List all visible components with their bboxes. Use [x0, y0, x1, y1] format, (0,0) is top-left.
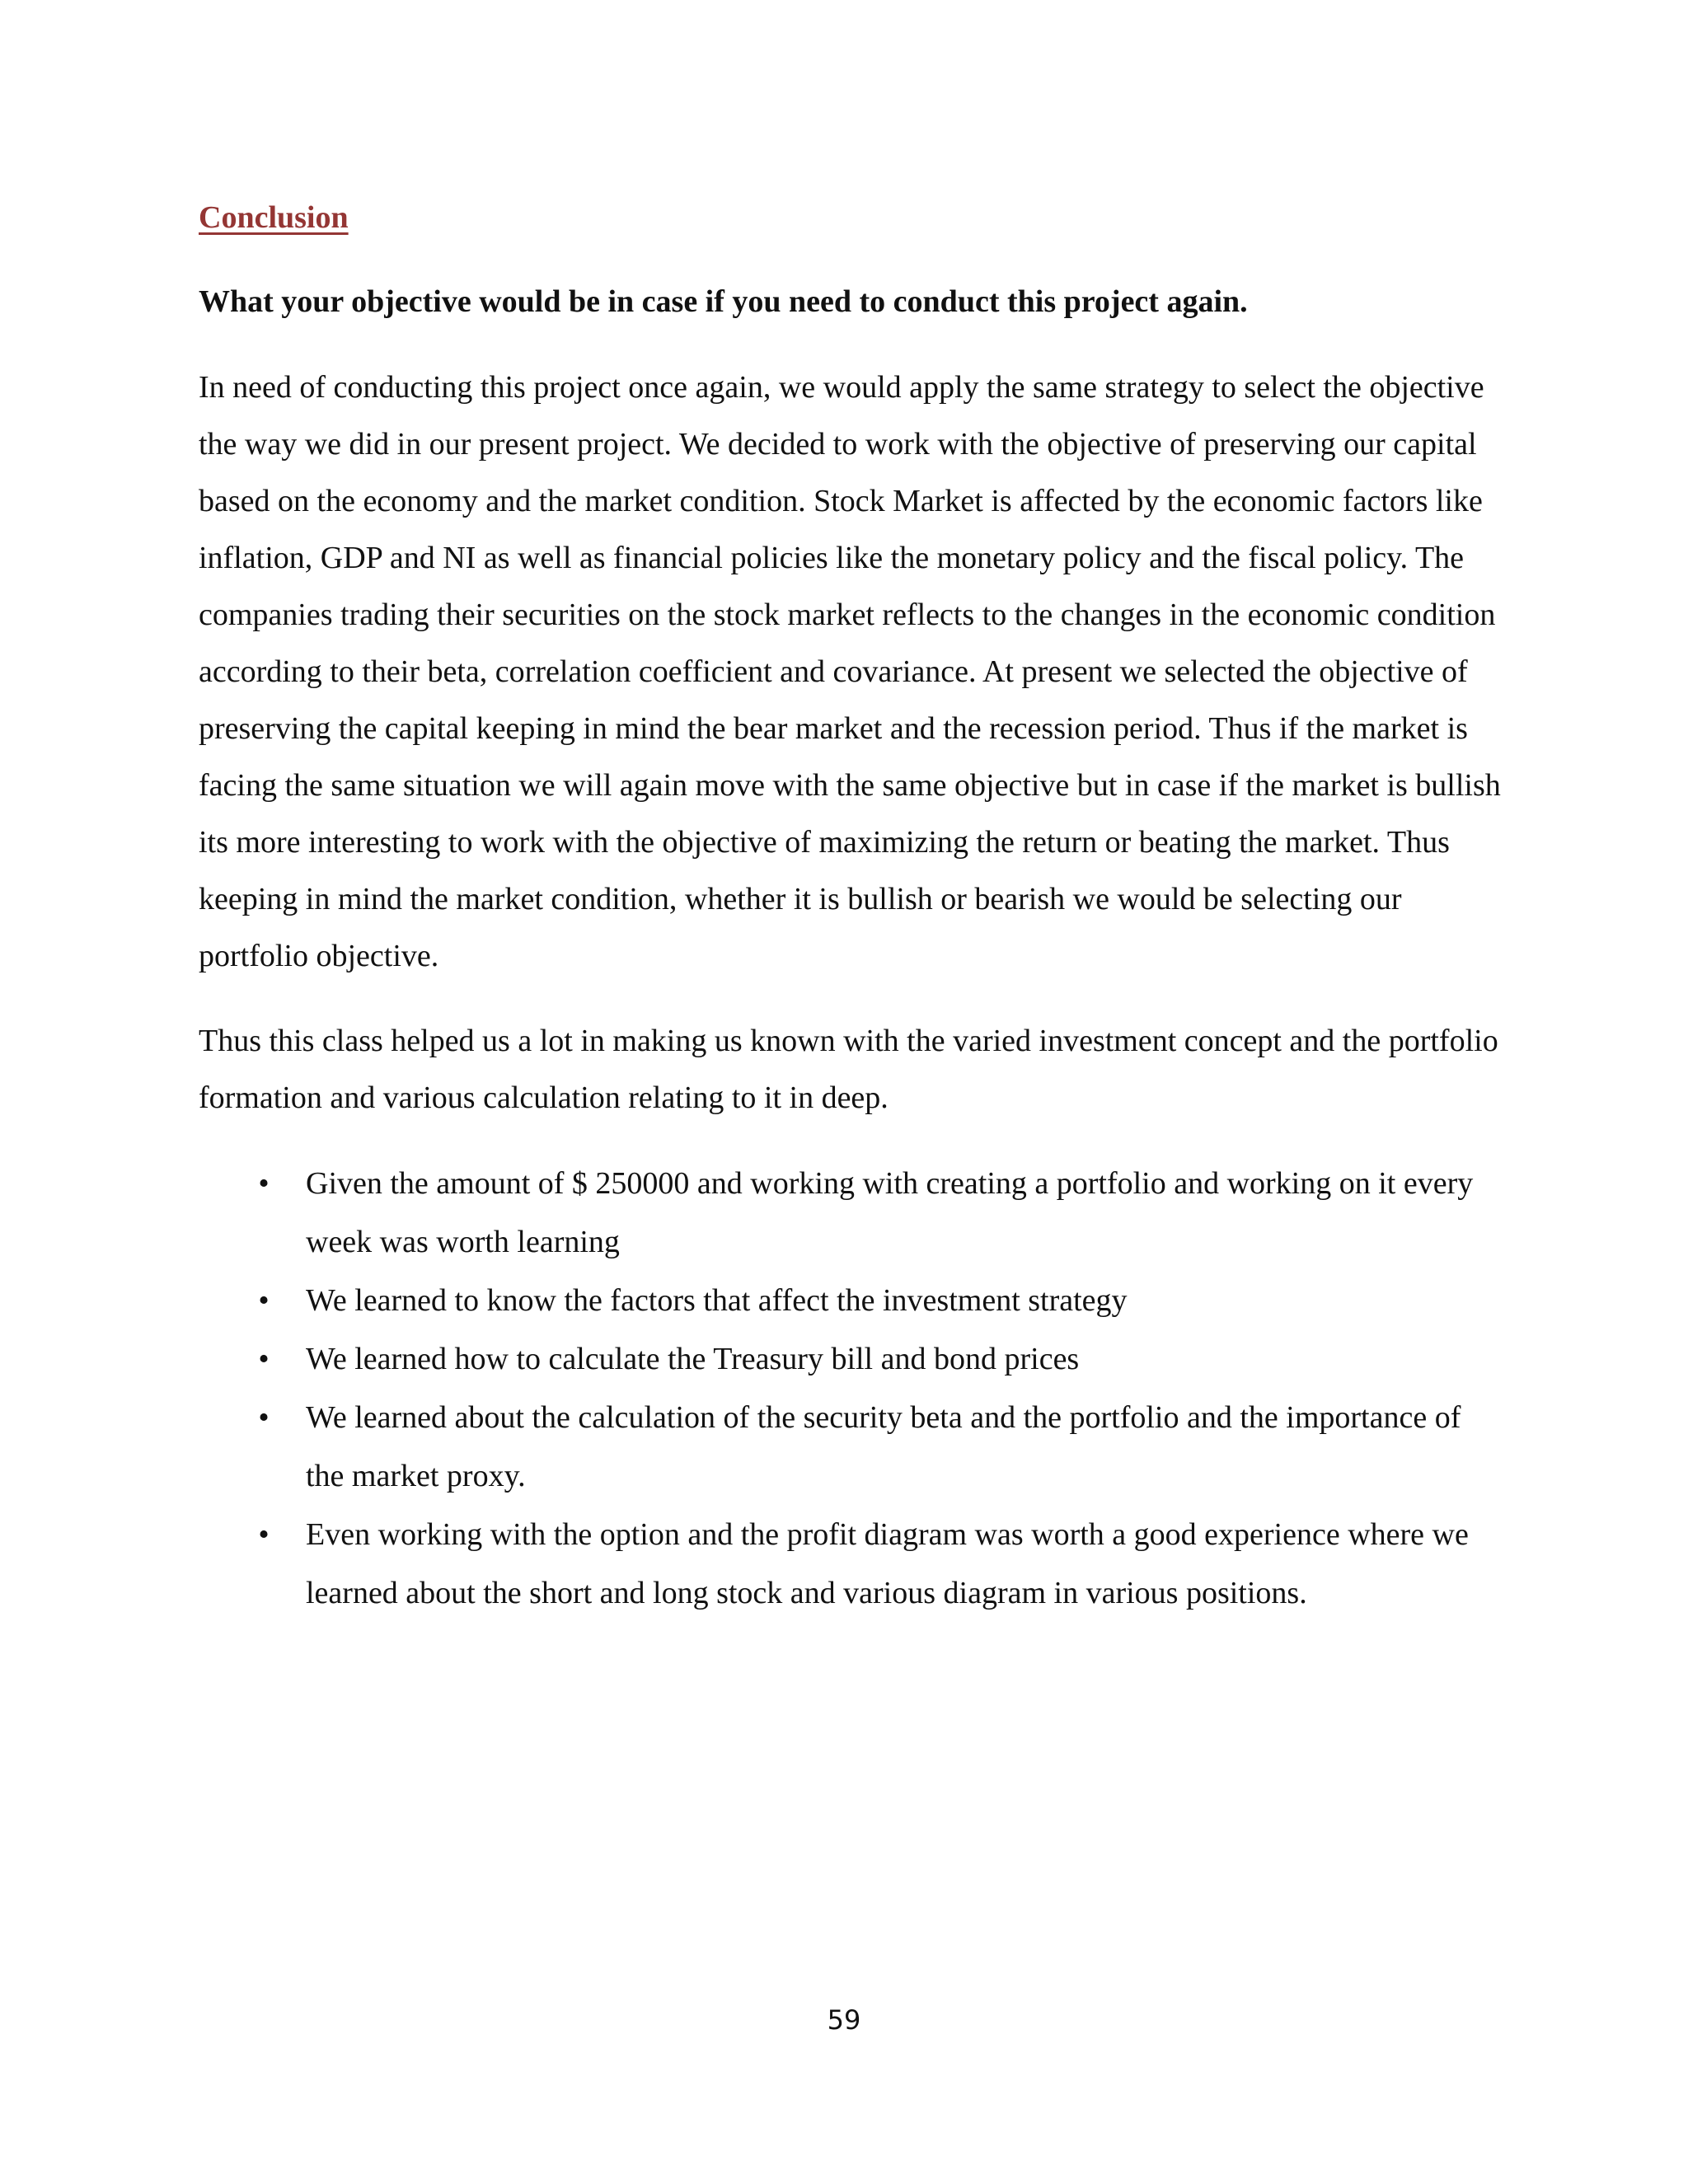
section-title: Conclusion — [199, 200, 349, 235]
question-heading: What your objective would be in case if you need to conduct this project again. — [199, 284, 1248, 319]
list-item-text: We learned about the calculation of the security beta and the portfolio and the importance of the market proxy. — [306, 1400, 1461, 1493]
list-item-text: Given the amount of $ 250000 and working with creating a portfolio and working on it every week was worth learning — [306, 1166, 1474, 1259]
page-content — [199, 194, 1501, 1623]
bullet-icon: • — [258, 1400, 270, 1435]
bullet-icon: • — [258, 1342, 270, 1376]
bullet-icon: • — [258, 1283, 270, 1318]
bullet-icon: • — [258, 1166, 270, 1201]
list-item-text: Even working with the option and the profit diagram was worth a good experience where we learned about the short and long stock and various diagram in various positions. — [306, 1517, 1469, 1610]
list-item — [199, 1330, 1501, 1389]
list-item-text: We learned how to calculate the Treasury bill and bond prices — [306, 1342, 1080, 1376]
bullet-icon: • — [258, 1517, 270, 1552]
paragraph-objective: In need of conducting this project once again, we would apply the same strategy to select the objective the way we did in our present project. We decided to work with the objective of preserving our capital based on the economy and the market condition. Stock Market is affected by the economic factors like inflation, GDP and NI as well as financial policies like the monetary policy and the fiscal policy. The companies trading their securities on the stock market reflects to the changes in the economic condition according to their beta, correlation coefficient and covariance. At present we selected the objective of preserving the capital keeping in mind the bear market and the recession period. Thus if the market is facing the same situation we will again move with the same objective but in case if the market is bullish its more interesting to work with the objective of maximizing the return or beating the market. Thus keeping in mind the market condition, whether it is bullish or bearish we would be selecting our portfolio objective. — [199, 370, 1501, 973]
list-item — [199, 1155, 1501, 1272]
list-item-text: We learned to know the factors that affect the investment strategy — [306, 1283, 1128, 1318]
learnings-list — [199, 1155, 1501, 1623]
list-item — [199, 1389, 1501, 1506]
paragraph-class-summary: Thus this class helped us a lot in making us known with the varied investment concept and the portfolio formation and various calculation relating to it in deep. — [199, 1024, 1498, 1115]
page-number: 59 — [827, 2004, 861, 2036]
list-item — [199, 1506, 1501, 1623]
list-item — [199, 1272, 1501, 1330]
